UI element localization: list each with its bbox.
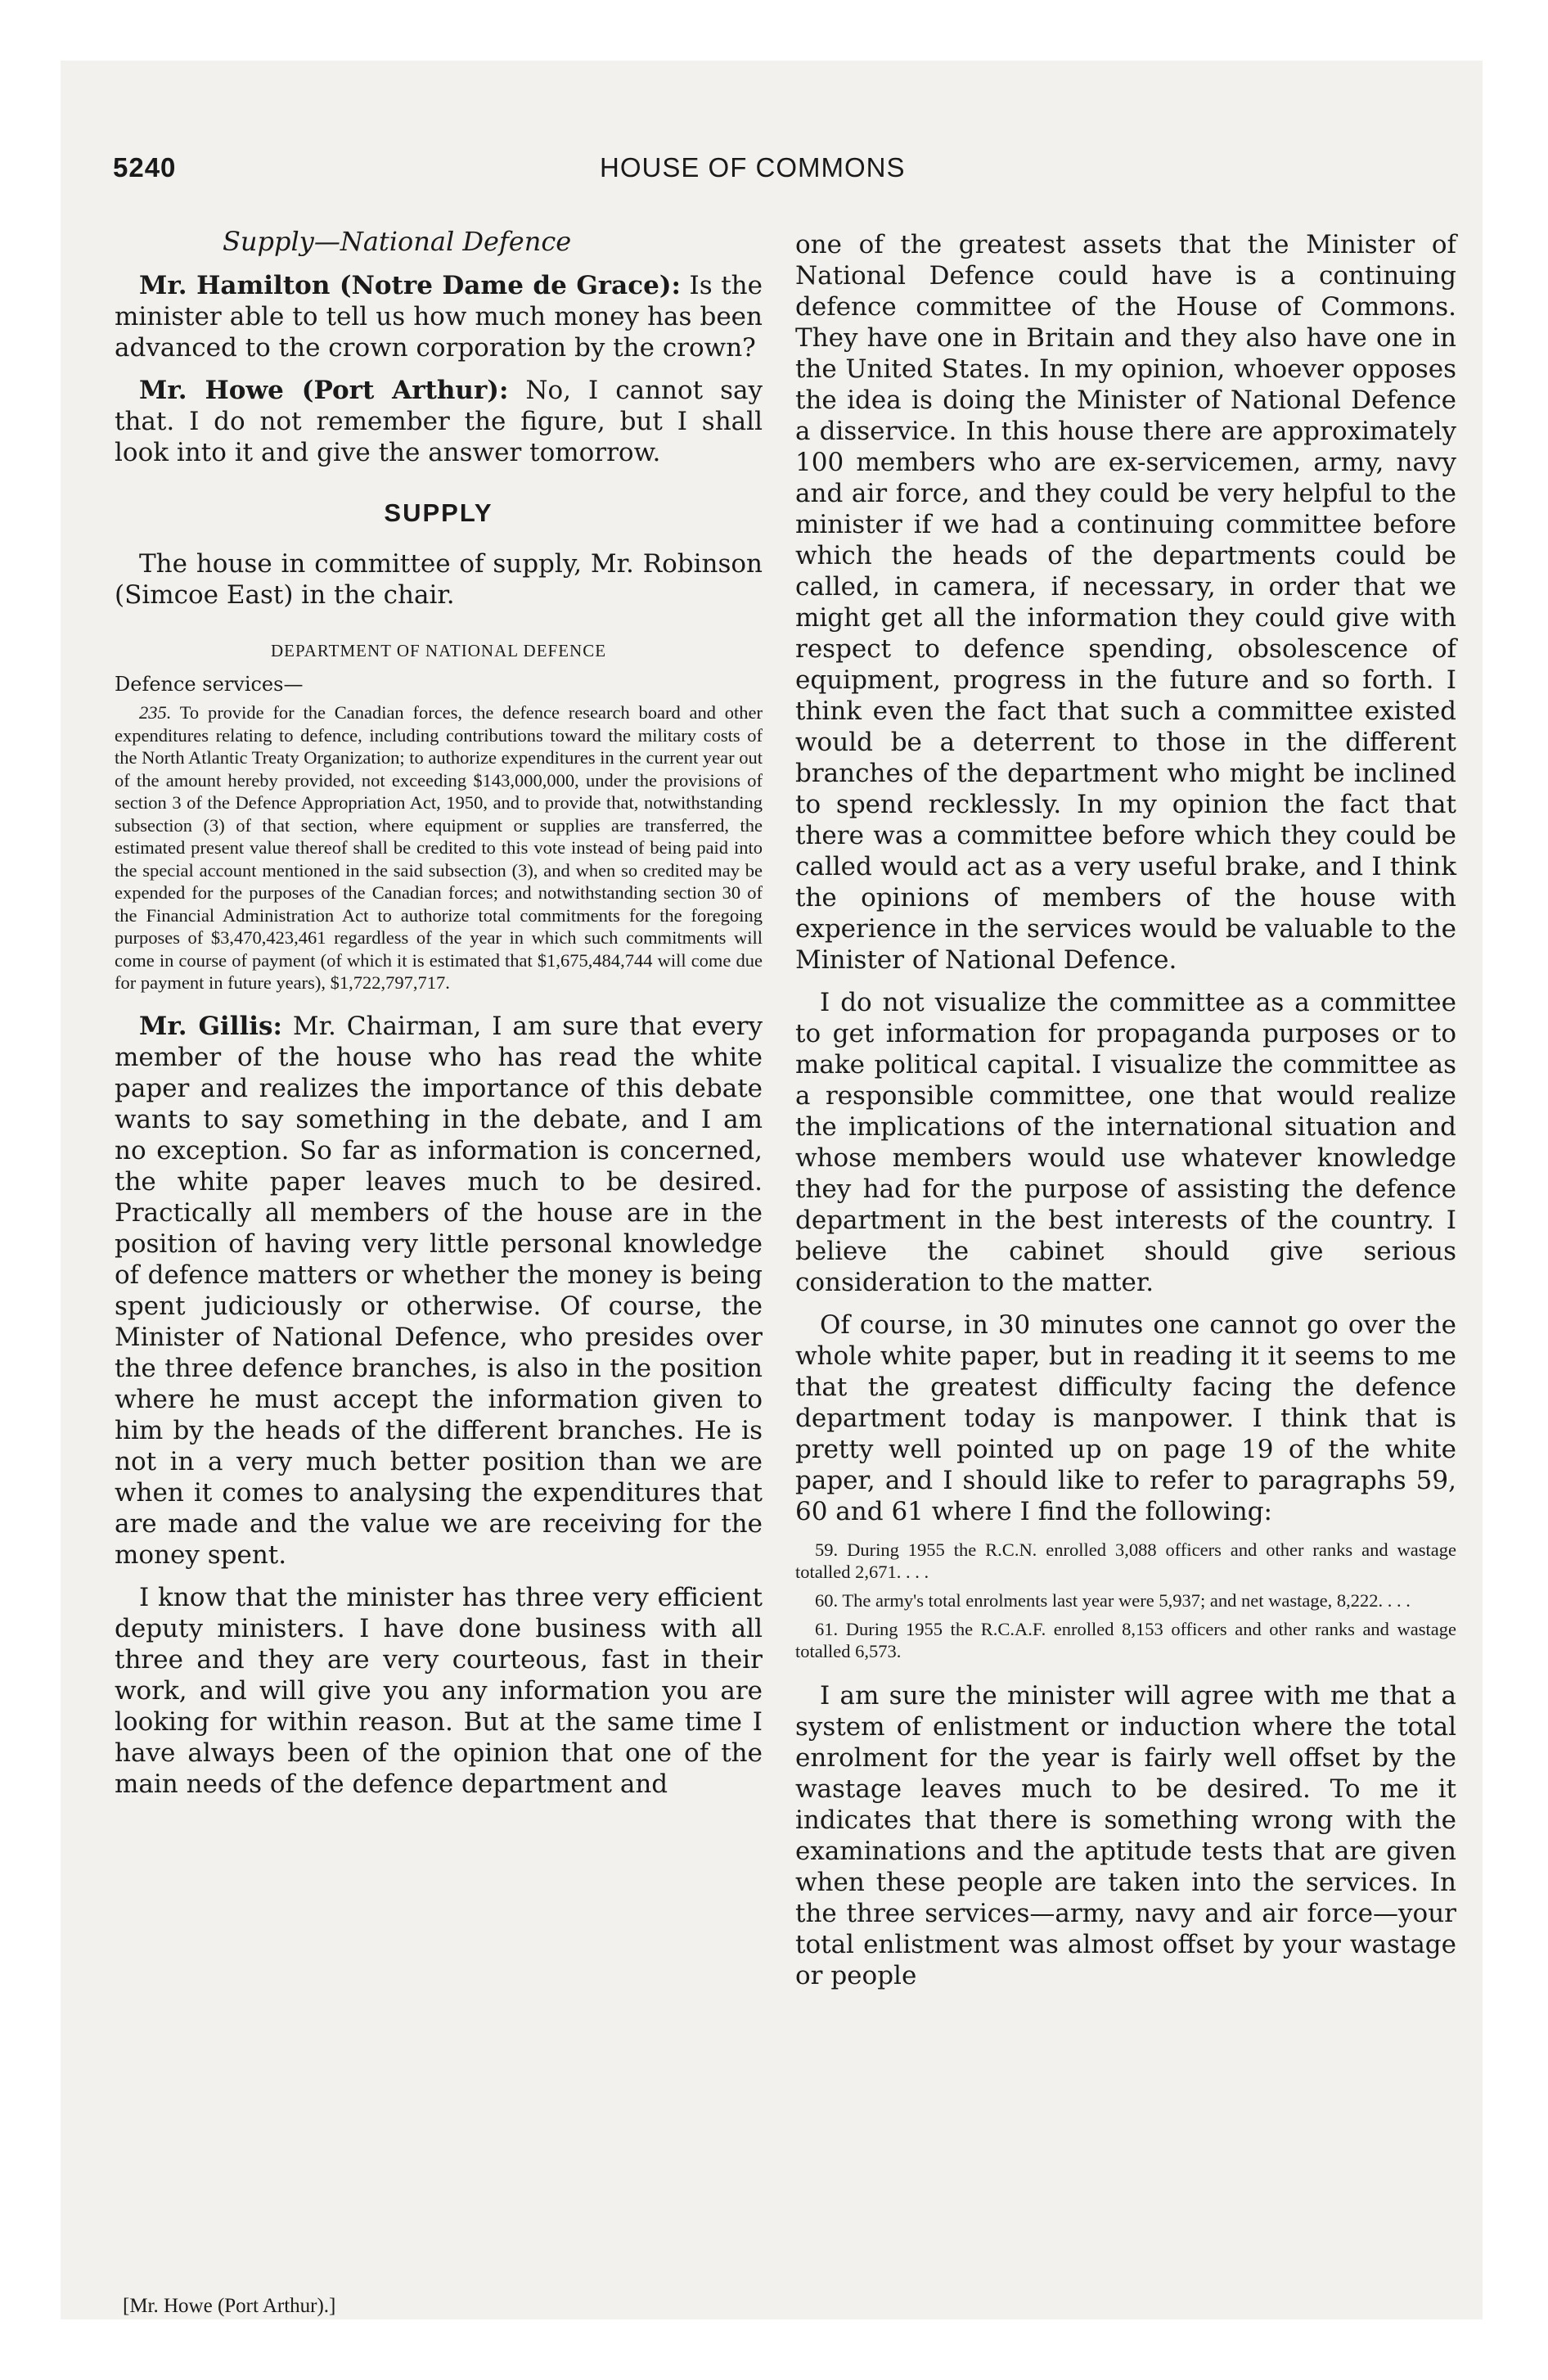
- running-head: Supply—National Defence: [223, 226, 572, 257]
- paragraph: I do not visualize the committee as a committee to get information for propaganda purposes or to make political capital. I visualize the committee as a responsible committee, one that would realize the implications of the international situation and whose members would use whatever knowledge they had for the purpose of assisting the defence department in the best interests of the country. I believe the cabinet should give serious consideration to the matter.: [795, 988, 1456, 1297]
- paragraph: Mr. Hamilton (Notre Dame de Grace): Is the minister able to tell us how much money has been advanced to the crown corporation by the crown?: [115, 271, 763, 363]
- left-column: [115, 226, 763, 1811]
- paragraph: The house in committee of supply, Mr. Robinson (Simcoe East) in the chair.: [115, 549, 763, 610]
- speaker-name: Mr. Howe (Port Arthur):: [139, 376, 509, 405]
- right-column: [795, 229, 1456, 2003]
- page-header: [113, 152, 1438, 193]
- paragraph: Of course, in 30 minutes one cannot go over the whole white paper, but in reading it it seems to me that the greatest difficulty facing the defence department today is manpower. I think that is pretty well pointed up on page 19 of the white paper, and I should like to refer to paragraphs 59, 60 and 61 where I find the following:: [795, 1310, 1456, 1526]
- vote-item: 235. To provide for the Canadian forces, the defence research board and other expenditures relating to defence, including contributions toward the military costs of the North Atlantic Treaty Organization; to authorize expenditures in the current year out of the amount hereby provided, not exceeding $143,000,000, under the provisions of section 3 of the Defence Appropriation Act, 1950, and to provide that, notwithstanding subsection (3) of that section, where equipment or supplies are transferred, the estimated present value thereof shall be credited to this vote instead of being paid into the special account mentioned in the said subsection (3), and when so credited may be expended for the purposes of the Canadian forces; and notwithstanding section 30 of the Financial Administration Act to authorize total commitments for the foregoing purposes of $3,470,423,461 regardless of the year in which such commitments will come in course of payment (of which it is estimated that $1,675,484,744 will come due for payment in future years), $1,722,797,717.: [115, 702, 763, 993]
- department-title: DEPARTMENT OF NATIONAL DEFENCE: [270, 641, 607, 660]
- paragraph: I am sure the minister will agree with me that a system of enlistment or induction where the total enrolment for the year is fairly well offset by the wastage leaves much to be desired. To me it indicates that there is something wrong with the examinations and the aptitude tests that are given when these people are taken into the services. In the three services—army, navy and air force—your total enlistment was almost offset by your wastage or people: [795, 1681, 1456, 1990]
- quote-item: 59. During 1955 the R.C.N. enrolled 3,088 officers and other ranks and wastage totalled 2,671. . . .: [795, 1539, 1456, 1582]
- speaker-name: Mr. Hamilton (Notre Dame de Grace):: [139, 271, 681, 300]
- speaker-name: Mr. Gillis:: [139, 1011, 282, 1041]
- vote-number: 235.: [139, 702, 172, 723]
- defence-services-label: Defence services—: [115, 673, 304, 696]
- paragraph: Mr. Gillis: Mr. Chairman, I am sure that every member of the house who has read the white paper and realizes the importance of this debate wants to say something in the debate, and I am no exception. So far as information is concerned, the white paper leaves much to be desired. Practically all members of the house are in the position of having very little personal knowledge of defence matters or whether the money is being spent judiciously or otherwise. Of course, the Minister of National Defence, who presides over the three defence branches, is also in the position where he must accept the information given to him by the heads of the different branches. He is not in a very much better position than we are when it comes to analysing the expenditures that are made and the value we are receiving for the money spent.: [115, 1011, 763, 1570]
- paragraph: I know that the minister has three very efficient deputy ministers. I have done business with all three and they are very courteous, fast in their work, and will give you any information you are looking for within reason. But at the same time I have always been of the opinion that one of the main needs of the defence department and: [115, 1582, 763, 1799]
- quote-block: [795, 1539, 1456, 1662]
- page-footer: [Mr. Howe (Port Arthur).]: [123, 2295, 336, 2317]
- section-title: SUPPLY: [384, 498, 493, 527]
- page-number: 5240: [113, 152, 177, 183]
- paragraph: one of the greatest assets that the Minister of National Defence could have is a continuing defence committee of the House of Commons. They have one in Britain and they also have one in the United States. In my opinion, whoever opposes the idea is doing the Minister of National Defence a disservice. In this house there are approximately 100 members who are ex-servicemen, army, navy and air force, and they could be very helpful to the minister if we had a continuing committee before which the heads of the departments could be called, in camera, if necessary, in order that we might get all the information they could give with respect to defence spending, obsolescence of equipment, progress in the future and so forth. I think even the fact that such a committee existed would be a deterrent to those in the different branches of the department who might be inclined to spend recklessly. In my opinion the fact that there was a committee before which they could be called would act as a very useful brake, and I think the opinions of members of the house with experience in the services would be valuable to the Minister of National Defence.: [795, 230, 1456, 975]
- paragraph: Mr. Howe (Port Arthur): No, I cannot say that. I do not remember the figure, but I shall look into it and give the answer tomorrow.: [115, 376, 763, 467]
- header-title: HOUSE OF COMMONS: [600, 152, 906, 183]
- quote-item: 60. The army's total enrolments last year were 5,937; and net wastage, 8,222. . . .: [815, 1590, 1411, 1611]
- quote-item: 61. During 1955 the R.C.A.F. enrolled 8,153 officers and other ranks and wastage totalled 6,573.: [795, 1619, 1456, 1661]
